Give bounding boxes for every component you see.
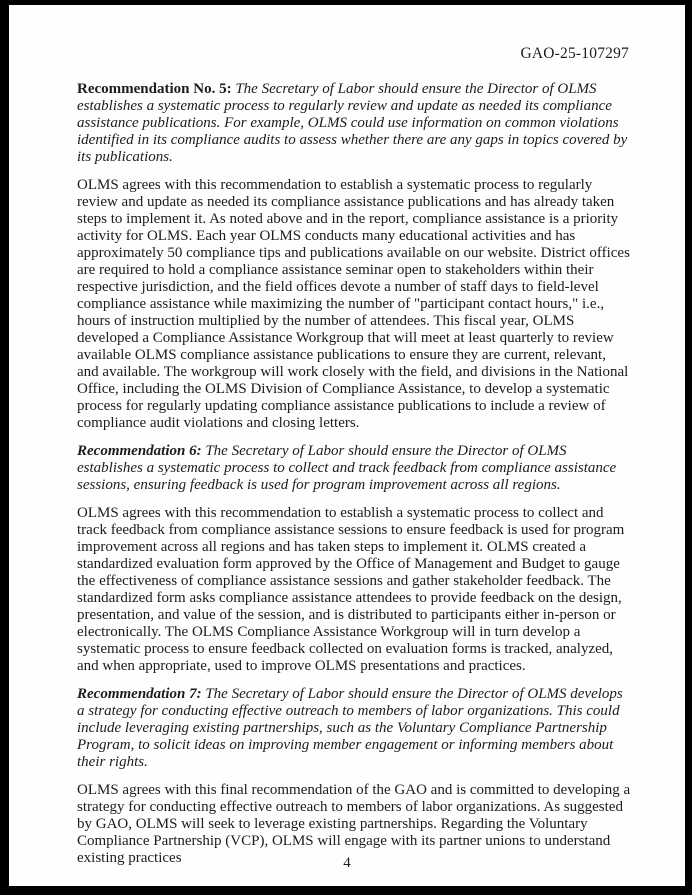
response-to-recommendation-7: OLMS agrees with this final recommendation of the GAO and is committed to developing a strategy for conducting effective outreach to members of labor organizations. As suggested by GAO, OLMS will seek to leverage existing partnerships. Regarding the Voluntary Compliance Partnership (VCP), OLMS will engage with its partner unions to understand existing practices <box>77 782 631 866</box>
recommendation-6-label: Recommendation 6: <box>77 443 202 459</box>
recommendation-5-paragraph <box>77 81 631 166</box>
recommendation-7-label: Recommendation 7: <box>77 686 202 702</box>
report-number-header: GAO-25-107297 <box>520 45 629 62</box>
page-number: 4 <box>343 855 351 871</box>
document-content <box>77 81 631 878</box>
response-to-recommendation-6: OLMS agrees with this recommendation to establish a systematic process to collect and track feedback from compliance assistance sessions to ensure feedback is used for program improvement across all regions and has taken steps to implement it. OLMS created a standardized evaluation form approved by the Office of Management and Budget to gauge the effectiveness of compliance assistance sessions and gather stakeholder feedback. The standardized form asks compliance assistance attendees to provide feedback on the design, presentation, and value of the session, and is distributed to participants either in-person or electronically. The OLMS Compliance Assistance Workgroup will in turn develop a systematic process to ensure feedback collected on evaluation forms is tracked, analyzed, and when appropriate, used to improve OLMS presentations and practices. <box>77 505 625 674</box>
response-to-recommendation-5: OLMS agrees with this recommendation to establish a systematic process to regularly review and update as needed its compliance assistance publications and has already taken steps to implement it. As noted above and in the report, compliance assistance is a priority activity for OLMS. Each year OLMS conducts many educational activities and has approximately 50 compliance tips and publications available on our website. District offices are required to hold a compliance assistance seminar open to stakeholders within their respective jurisdiction, and the field offices devote a number of staff days to field-level compliance assistance while maximizing the number of "participant contact hours," i.e., hours of instruction multiplied by the number of attendees. This fiscal year, OLMS developed a Compliance Assistance Workgroup that will meet at least quarterly to review available OLMS compliance assistance publications to ensure they are current, relevant, and available. The workgroup will work closely with the field, and divisions in the National Office, including the OLMS Division of Compliance Assistance, to develop a systematic process for regularly updating compliance assistance publications to include a review of compliance audit violations and closing letters. <box>77 177 630 431</box>
recommendation-7-text: The Secretary of Labor should ensure the Director of OLMS develops a strategy for conducting effective outreach to members of labor organizations. This could include leveraging existing partnerships, such as the Voluntary Compliance Partnership Program, to solicit ideas on improving member engagement or informing members about their rights. <box>77 686 623 770</box>
document-page <box>9 5 685 886</box>
recommendation-7-paragraph <box>77 686 631 771</box>
recommendation-6-text: The Secretary of Labor should ensure the Director of OLMS establishes a systematic process to collect and track feedback from compliance assistance sessions, ensuring feedback is used for program improvement across all regions. <box>77 443 617 493</box>
recommendation-5-text: The Secretary of Labor should ensure the Director of OLMS establishes a systematic process to regularly review and update as needed its compliance assistance publications. For example, OLMS could use information on common violations identified in its compliance audits to assess whether there are any gaps in topics covered by its publications. <box>77 81 628 165</box>
recommendation-6-paragraph <box>77 443 631 494</box>
recommendation-5-label: Recommendation No. 5: <box>77 81 232 97</box>
